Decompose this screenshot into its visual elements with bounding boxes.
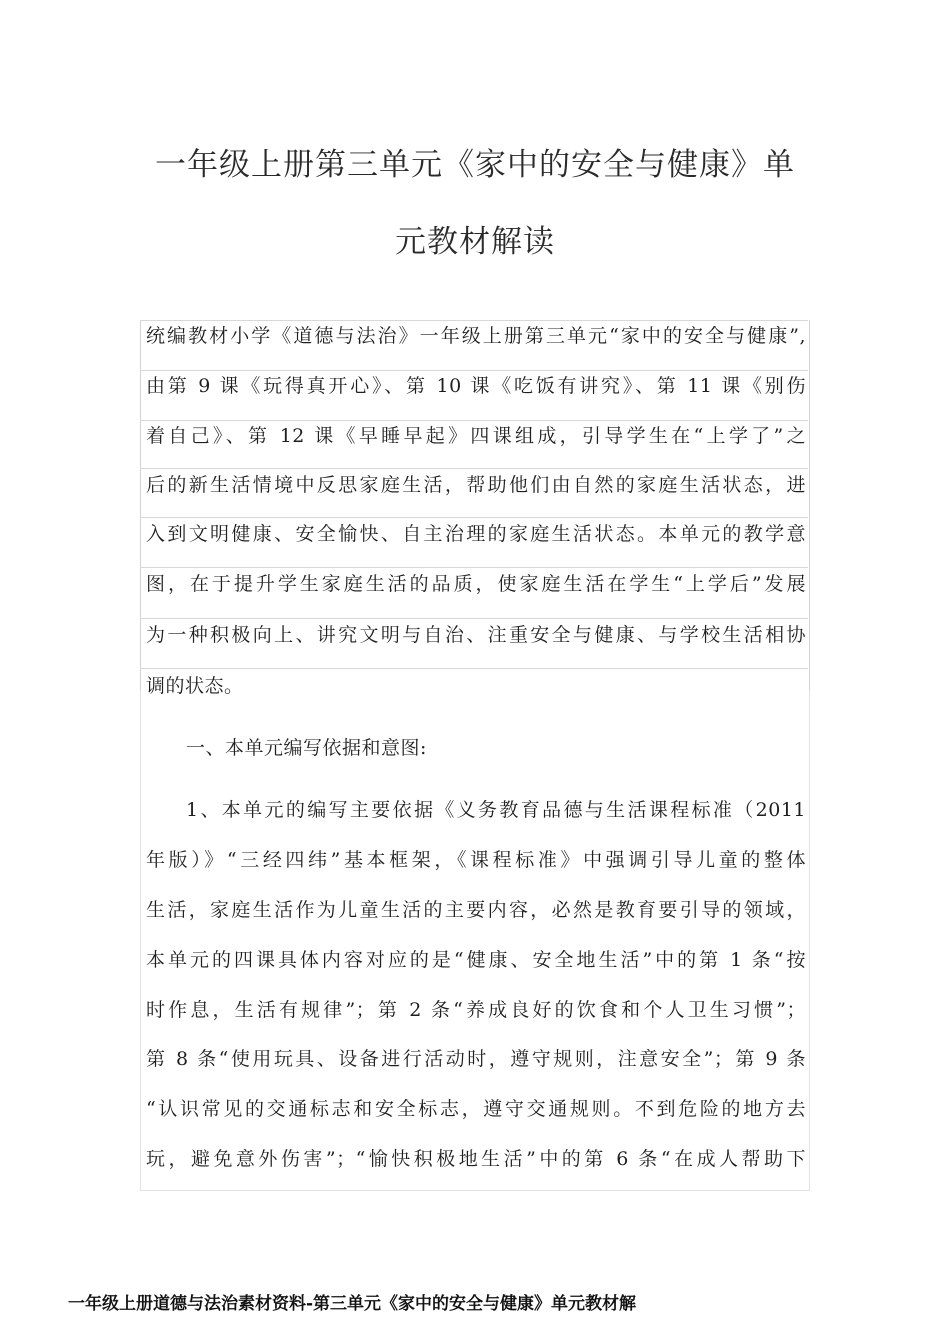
body-line: 第 8 条“使用玩具、设备进行活动时，遵守规则，注意安全”；第 9 条: [146, 1048, 806, 1070]
intro-line: 着自己》、第 12 课《早睡早起》四课组成，引导学生在“上学了”之: [146, 425, 806, 447]
text-rule: [140, 370, 808, 371]
text-rule: [140, 420, 808, 421]
body-line: 1、本单元的编写主要依据《义务教育品德与生活课程标准（2011: [186, 799, 806, 821]
text-rule: [140, 618, 808, 619]
intro-line: 统编教材小学《道德与法治》一年级上册第三单元“家中的安全与健康”,: [146, 325, 806, 347]
body-line: 生活，家庭生活作为儿童生活的主要内容，必然是教育要引导的领域，: [146, 899, 806, 921]
document-title-line-1: 一年级上册第三单元《家中的安全与健康》单: [155, 147, 795, 183]
body-line: 玩，避免意外伤害”；“愉快积极地生活”中的第 6 条“在成人帮助下: [146, 1148, 806, 1170]
intro-line: 调的状态。: [146, 675, 244, 697]
body-line: 年版）》“三经四纬”基本框架，《课程标准》中强调引导儿童的整体: [146, 849, 806, 871]
text-rule: [140, 668, 808, 669]
body-line: 本单元的四课具体内容对应的是“健康、安全地生活”中的第 1 条“按: [146, 949, 806, 971]
document-title-line-2: 元教材解读: [395, 224, 555, 260]
intro-line: 图，在于提升学生家庭生活的品质，使家庭生活在学生“上学后”发展: [146, 573, 806, 595]
footer-caption: 一年级上册道德与法治素材资料-第三单元《家中的安全与健康》单元教材解: [68, 1294, 637, 1314]
intro-line: 入到文明健康、安全愉快、自主治理的家庭生活状态。本单元的教学意: [146, 523, 806, 545]
section-heading: 一、本单元编写依据和意图:: [186, 737, 427, 759]
intro-line: 由第 9 课《玩得真开心》、第 10 课《吃饭有讲究》、第 11 课《别伤: [146, 375, 806, 397]
text-rule: [140, 320, 808, 321]
body-line: 时作息，生活有规律”；第 2 条“养成良好的饮食和个人卫生习惯”；: [146, 999, 806, 1021]
text-rule: [140, 567, 808, 568]
text-rule: [140, 517, 808, 518]
body-line: “认识常见的交通标志和安全标志，遵守交通规则。不到危险的地方去: [146, 1098, 806, 1120]
intro-line: 后的新生活情境中反思家庭生活，帮助他们由自然的家庭生活状态，进: [146, 474, 806, 496]
text-rule: [140, 468, 808, 469]
intro-line: 为一种积极向上、讲究文明与自治、注重安全与健康、与学校生活相协: [146, 624, 806, 646]
